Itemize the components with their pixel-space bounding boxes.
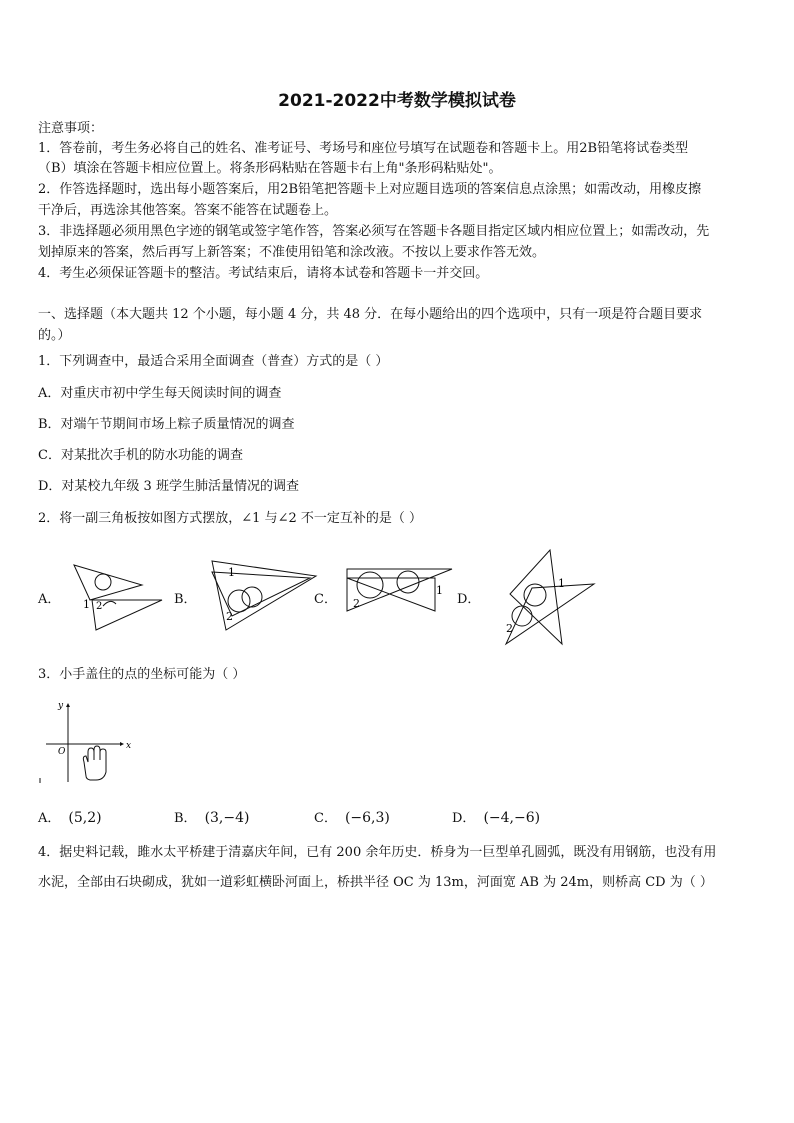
- origin-label: O: [58, 747, 66, 757]
- q4-text-line2: 水泥，全部由石块砌成，犹如一道彩虹横卧河面上，桥拱半径 OC 为 13m，河面宽 AB 为 24m，则桥高 CD 为（ ）: [38, 875, 713, 890]
- q3-option-b-value: (3,−4): [204, 810, 250, 826]
- q1-option-c: C．对某批次手机的防水功能的调查: [38, 448, 243, 463]
- q1-stem: 1．下列调查中，最适合采用全面调查（普查）方式的是（ ）: [38, 354, 389, 369]
- angle-1-label: 1: [228, 566, 235, 579]
- q2-figure-d: [498, 546, 600, 648]
- q2-option-a-label: A．: [38, 592, 61, 607]
- angle-1-label: 1: [83, 598, 90, 611]
- y-axis-label: y: [58, 701, 64, 711]
- q3-option-b: [174, 807, 249, 826]
- q2-option-b-label: B．: [174, 592, 197, 607]
- q3-option-d-value: (−4,−6): [483, 810, 541, 826]
- x-axis-arrow: [120, 742, 124, 746]
- q2-figure-b: [206, 556, 318, 634]
- notice-line: 1．答卷前，考生务必将自己的姓名、准考证号、考场号和座位号填写在试题卷和答题卡上。用2B铅笔将试卷类型: [38, 141, 689, 156]
- section-heading: 一、选择题（本大题共 12 个小题，每小题 4 分，共 48 分．在每小题给出的四个选项中，只有一项是符合题目要求: [38, 307, 703, 322]
- q2-option-c-label: C．: [314, 592, 337, 607]
- q3-stem: 3．小手盖住的点的坐标可能为（ ）: [38, 667, 246, 682]
- notice-line: 划掉原来的答案，然后再写上新答案；不准使用铅笔和涂改液。不按以上要求作答无效。: [38, 245, 546, 260]
- q3-option-c-value: (−6,3): [344, 810, 390, 826]
- q3-option-d: [452, 807, 540, 826]
- q3-option-d-label: D．: [452, 811, 476, 826]
- q3-option-a: [38, 807, 102, 826]
- q1-option-a: A．对重庆市初中学生每天阅读时间的调查: [38, 386, 282, 401]
- q2-figure-c: [344, 563, 458, 615]
- q3-option-a-label: A．: [38, 811, 61, 826]
- q3-option-a-value: (5,2): [68, 810, 102, 826]
- q1-option-b: B．对端午节期间市场上粽子质量情况的调查: [38, 417, 295, 432]
- angle-2-label: 2: [226, 610, 233, 623]
- y-axis-arrow: [66, 703, 70, 707]
- section-heading-cont: 的。）: [38, 328, 71, 343]
- notice-line: 4．考生必须保证答题卡的整洁。考试结束后，请将本试卷和答题卡一并交回。: [38, 266, 489, 281]
- angle-2-label: 2: [353, 597, 360, 610]
- notice-line: 2．作答选择题时，选出每小题答案后，用2B铅笔把答题卡上对应题目选项的答案信息点涂黑；如需改动，用橡皮擦: [38, 182, 702, 197]
- q3-option-c: [314, 807, 390, 826]
- q4-text-line1: 4．据史料记载，雎水太平桥建于清嘉庆年间，已有 200 余年历史．桥身为一巨型单孔圆弧，既没有用钢筋，也没有用: [38, 845, 717, 860]
- notice-line: 3．非选择题必须用黑色字迹的钢笔或签字笔作答，答案必须写在答题卡各题目指定区域内相应位置上；如需改动，先: [38, 224, 710, 239]
- notice-line: （B）填涂在答题卡相应位置上。将条形码粘贴在答题卡右上角"条形码粘贴处"。: [38, 161, 502, 176]
- notice-heading: 注意事项：: [38, 121, 104, 136]
- angle-2-label: 2: [96, 601, 103, 612]
- q2-option-d-label: D．: [457, 592, 481, 607]
- hand-icon: [83, 746, 106, 780]
- q3-option-c-label: C．: [314, 811, 337, 826]
- q2-figure-a: [70, 560, 170, 635]
- q1-option-d: D．对某校九年级 3 班学生肺活量情况的调查: [38, 479, 299, 494]
- q3-coordinate-figure: [36, 700, 132, 784]
- angle-2-label: 2: [506, 622, 513, 635]
- q2-stem: 2．将一副三角板按如图方式摆放，∠1 与∠2 不一定互补的是（ ）: [38, 511, 422, 526]
- angle-1-label: 1: [558, 577, 565, 590]
- notice-line: 干净后，再选涂其他答案。答案不能答在试题卷上。: [38, 203, 338, 218]
- q3-option-b-label: B．: [174, 811, 197, 826]
- exam-title: 2021-2022中考数学模拟试卷: [278, 91, 516, 111]
- x-axis-label: x: [126, 741, 132, 751]
- angle-1-label: 1: [436, 584, 443, 597]
